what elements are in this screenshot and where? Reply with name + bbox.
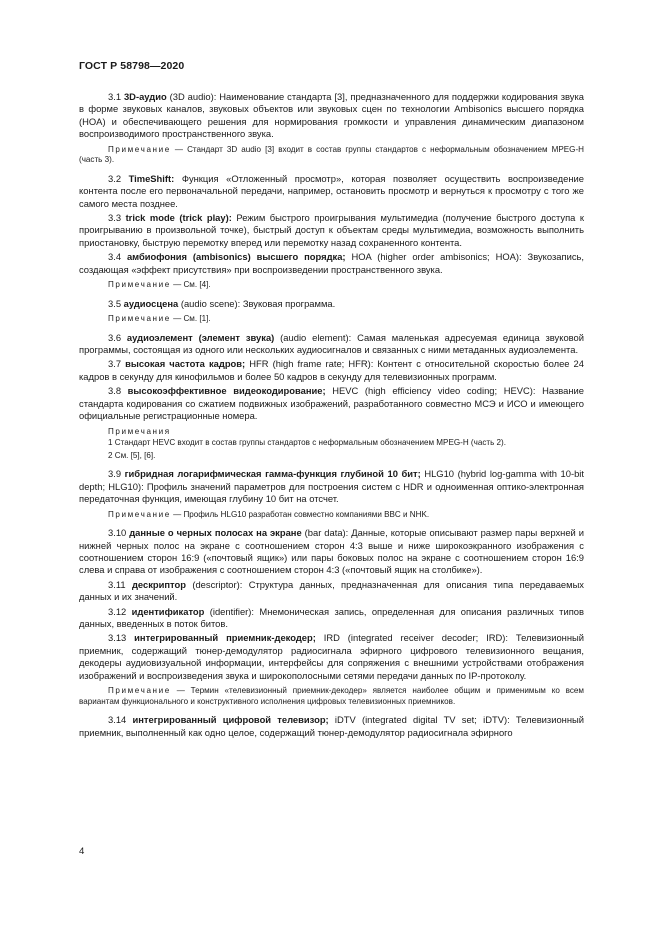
- term-text: IRD (integrated receiver decoder; IRD): Телевизионный приемник, содержащий тюнер-демодулятор радиосигнала эфирного цифрового телевизионного вещания, декодеры аудиовизуальной информации, интерфейсы для сопряжения с внешними устройствами отображения изображений и воспроизведения звука и широкополосными сетями передачи данных по IP-протоколу.: [79, 632, 585, 681]
- term-text: (3D audio): Наименование стандарта [3], предназначенного для поддержки кодирования звука в форме звуковых каналов, звуковых объектов или звуковых сцен по технологии Ambisonics высшего порядка (HOA) и обеспечивающего решения для нормирования громкости и управления динамическим диапазоном воспроизводимого пространственного звука.: [79, 91, 585, 140]
- term-name: высокоэффективное видеокодирование;: [127, 385, 326, 397]
- document-body: [79, 91, 584, 741]
- term-number: 3.4: [108, 251, 127, 263]
- term-number: 3.6: [108, 331, 127, 343]
- term-text: HEVC (high efficiency video coding; HEVC): Название стандарта кодирования со сжатием подвижных изображений, разработанного совместно МСЭ и ИСО и имеющего официальные регистрационные номера.: [79, 385, 584, 422]
- term-number: 3.11: [108, 578, 132, 590]
- note-text: — См. [1].: [170, 314, 211, 324]
- term-number: 3.9: [108, 468, 125, 480]
- term-text: (audio scene): Звуковая программа.: [178, 297, 336, 309]
- notes-heading: [79, 427, 584, 438]
- notes-label: Примечания: [108, 426, 171, 436]
- note-text: — Стандарт 3D audio [3] входит в состав группы стандартов с неформальным обозначением MPEG-H (часть 3).: [79, 144, 584, 165]
- note-item: 2 См. [5], [6].: [108, 450, 156, 460]
- term-text: (descriptor): Структура данных, предназначенная для описания типа передаваемых данных и их значений.: [79, 578, 584, 603]
- note-text: — Термин «телевизионный приемник-декодер» является наиболее общим и применимым ко всем вариантам функционального и конструктивного исполнения цифровых телевизионных приемников.: [79, 685, 584, 706]
- note-label: Примечание: [108, 685, 171, 695]
- term-text: HLG10 (hybrid log-gamma with 10-bit depth; HLG10): Профиль значений параметров для построения систем с HDR и одноименная оптико-электронная передаточная функция, имеющая глубину 10 бит на отсчет.: [79, 468, 584, 505]
- term-name: амбиофония (ambisonics) высшего порядка;: [126, 251, 346, 263]
- term-text: Функция «Отложенный просмотр», которая позволяет осуществить воспроизведение контента после его первоначальной передачи, например, остановить просмотр и вернуться к просмотру с того же самого места позднее.: [79, 172, 584, 209]
- term-text: iDTV (integrated digital TV set; iDTV): Телевизионный приемник, выполненный как одно целое, содержащий тюнер-демодулятор радиосигнала эфирного: [79, 714, 584, 738]
- note: [79, 686, 584, 707]
- term-name: высокая частота кадров;: [125, 358, 246, 370]
- term-definition: [79, 298, 584, 310]
- note-text: — См. [4].: [170, 280, 211, 290]
- term-number: 3.8: [108, 385, 128, 397]
- term-definition: [79, 385, 584, 422]
- term-name: дескриптор: [131, 578, 186, 590]
- term-name: данные о черных полосах на экране: [129, 527, 302, 539]
- term-number: 3.1: [108, 91, 124, 102]
- term-number: 3.14: [108, 714, 133, 726]
- term-text: HFR (high frame rate; HFR): Контент с относительной скоростью более 24 кадров в секунду для кинофильмов и более 50 кадров в секунду для телевизионных программ.: [79, 358, 584, 382]
- note-item: 1 Стандарт HEVC входит в состав группы стандартов с неформальным обозначением MPEG-H (часть 2).: [108, 438, 506, 448]
- note: [79, 510, 584, 521]
- term-number: 3.3: [108, 212, 126, 224]
- term-definition: [79, 332, 584, 357]
- note: [79, 314, 584, 325]
- term-definition: [79, 251, 584, 276]
- term-definition: [79, 606, 584, 631]
- note: [79, 280, 584, 291]
- note-label: Примечание: [108, 280, 171, 290]
- term-text: (audio element): Самая маленькая адресуемая единица звуковой программы, состоящая из одного или нескольких аудиосигналов и связанных с ними метаданных аудиоэлемента.: [79, 331, 584, 356]
- page-number: 4: [79, 846, 85, 857]
- term-definition: [79, 468, 584, 505]
- term-name: TimeShift:: [128, 172, 175, 184]
- term-name: интегрированный приемник-декодер;: [134, 632, 316, 644]
- term-text: Режим быстрого проигрывания мультимедиа (получение быстрого доступа к проигрыванию в произвольной точке), быстрый доступ к объектам среды мультимедиа, возможность выполнить приостановку, быструю перемотку вперед или перемотку назад сохраненного контента.: [79, 212, 584, 248]
- term-definition: [79, 91, 584, 141]
- term-number: 3.7: [108, 358, 126, 370]
- term-name: 3D-аудио: [123, 91, 167, 102]
- term-definition: [79, 358, 584, 383]
- note-label: Примечание: [108, 509, 171, 519]
- term-text: (bar data): Данные, которые описывают размер пары верхней и нижней черных полос на экране с соотношением сторон 4:3 выше и ниже широкоэкранного изображения с соотношением сторон 16:9 («почтовый ящик») или пары боковых полос на экране с соотношением сторон 16:9 слева и справа от изображения с соотношением сторон 4:3 («почтовый ящик на столбике»).: [79, 527, 584, 576]
- note-label: Примечание: [108, 144, 171, 154]
- term-number: 3.2: [108, 172, 129, 184]
- term-name: trick mode (trick play):: [125, 212, 232, 224]
- term-name: идентификатор: [131, 605, 205, 617]
- note-text: — Профиль HLG10 разработан совместно компаниями BBC и NHK.: [170, 509, 430, 519]
- term-definition: [79, 212, 584, 249]
- term-name: гибридная логарифмическая гамма-функция глубиной 10 бит;: [124, 468, 421, 480]
- term-name: аудиосцена: [123, 297, 179, 309]
- term-definition: [79, 632, 584, 682]
- term-name: аудиоэлемент (элемент звука): [126, 331, 275, 343]
- document-header: ГОСТ Р 58798—2020: [79, 60, 185, 72]
- term-number: 3.13: [108, 632, 135, 644]
- term-text: HOA (higher order ambisonics; HOA): Звукозапись, создающая «эффект присутствия» при воспроизведении пространственного звука.: [79, 251, 584, 275]
- note: [79, 145, 584, 166]
- term-definition: [79, 714, 584, 739]
- term-text: (identifier): Мнемоническая запись, определенная для описания различных типов данных, введенных в поток битов.: [79, 605, 584, 629]
- term-definition: [79, 579, 584, 604]
- term-number: 3.12: [108, 605, 132, 617]
- term-definition: [79, 527, 584, 577]
- term-number: 3.10: [108, 527, 130, 539]
- note-label: Примечание: [108, 314, 171, 324]
- term-number: 3.5: [108, 297, 124, 309]
- term-definition: [79, 173, 584, 210]
- term-name: интегрированный цифровой телевизор;: [132, 714, 329, 726]
